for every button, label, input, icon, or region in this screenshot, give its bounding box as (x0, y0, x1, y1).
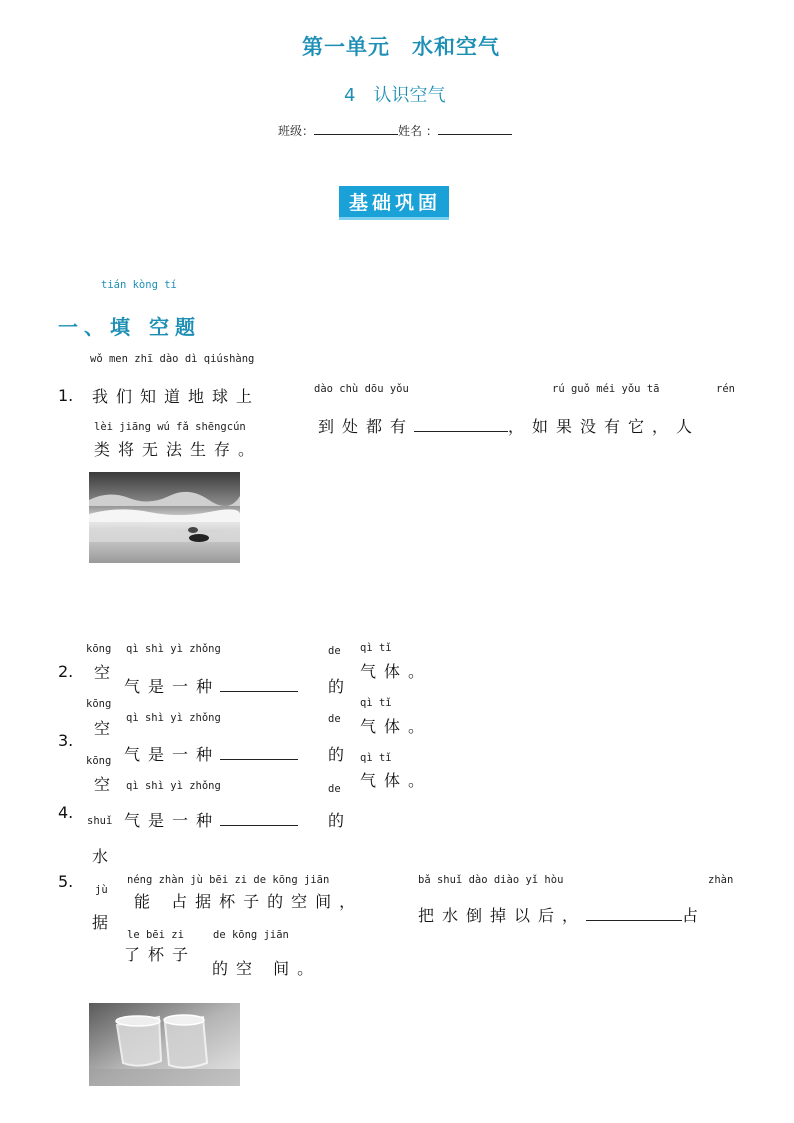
q2-pinyin-mid: qì shì yì zhǒng (126, 643, 221, 655)
q3-text-end: 气体。 (360, 717, 433, 736)
q4-pinyin-de: de (328, 783, 341, 795)
q4-text-end: 气体。 (360, 771, 433, 790)
q3-answer-blank[interactable] (220, 745, 298, 760)
q5-pinyin-c: zhàn (708, 874, 734, 886)
q3-line (124, 742, 298, 765)
q5-text-e: 的空 间。 (212, 959, 322, 978)
q5-char-ju: 据 (92, 913, 117, 932)
q5-text-b: 把水倒掉以后， (418, 906, 587, 925)
page-title: 第一单元 水和空气 (302, 35, 500, 59)
q2-pinyin-de: de (328, 645, 341, 657)
q5-pinyin-d: le bēi zi (127, 929, 184, 941)
q2-text-mid: 气是一种 (124, 677, 221, 696)
q4-pinyin-shui: shuǐ (87, 815, 113, 827)
q3-char-kong: 空 (94, 719, 119, 738)
q3-pinyin-de: de (328, 713, 341, 725)
q5-line-a (134, 889, 363, 912)
q4-char-shui: 水 (92, 847, 117, 866)
q5-text-a: 能 占据杯子的空间 (134, 892, 340, 911)
section-pinyin: tián kòng tí (101, 279, 177, 291)
student-info-line (278, 122, 512, 139)
q1-pinyin-b: dào chù dōu yǒu (314, 383, 409, 395)
q5-answer-blank[interactable] (586, 906, 682, 921)
q5-line-b (418, 903, 706, 926)
q2-char-kong: 空 (94, 663, 119, 682)
q2-pinyin-kong: kōng (86, 643, 112, 655)
q3-pinyin-end: qì tǐ (360, 697, 392, 709)
q4-char-de: 的 (328, 811, 353, 830)
q1-text-a: 我们知道地球上 (92, 387, 261, 406)
q5-text-d: 了杯子 (124, 945, 197, 964)
q1-answer-blank[interactable] (414, 417, 508, 432)
q1-pinyin-d: rén (716, 383, 735, 395)
q5-pinyin-b: bǎ shuǐ dào diào yǐ hòu (418, 874, 564, 886)
lesson-title: 4 认识空气 (344, 85, 446, 106)
glass-cups-photo (89, 1003, 240, 1086)
q5-pinyin-a: néng zhàn jù bēi zi de kōng jiān (127, 874, 330, 886)
q1-pinyin-a: wǒ men zhī dào dì qiúshàng (90, 353, 255, 365)
name-field[interactable] (438, 122, 512, 135)
q5-pinyin-ju: jù (95, 884, 108, 896)
q4-number: 4. (58, 803, 74, 822)
q2-line (124, 674, 298, 697)
q3-pinyin-kong: kōng (86, 698, 112, 710)
q4-text-mid: 气是一种 (124, 811, 221, 830)
q5-comma: ， (339, 892, 364, 911)
q1-text-d: 人 (676, 417, 701, 436)
section-badge: 基础巩固 (339, 186, 449, 220)
lake-clouds-photo (89, 472, 240, 563)
q5-pinyin-e: de kōng jiān (213, 929, 289, 941)
q5-text-c: 占 (682, 906, 707, 925)
q1-pinyin-c: rú guǒ méi yǒu tā (552, 383, 660, 395)
q1-text-e: 类将无法生存。 (94, 440, 263, 459)
q1-pinyin-e: lèi jiāng wú fǎ shēngcún (94, 421, 246, 433)
q4-pinyin-mid: qì shì yì zhǒng (126, 780, 221, 792)
q1-text-c: ，如果没有它， (508, 417, 677, 436)
class-field[interactable] (314, 122, 398, 135)
q2-char-de: 的 (328, 677, 353, 696)
q4-line (124, 808, 298, 831)
q2-number: 2. (58, 662, 74, 681)
q4-answer-blank[interactable] (220, 811, 298, 826)
section-title: 一、填 空题 (58, 315, 201, 339)
q3-char-de: 的 (328, 745, 353, 764)
q4-pinyin-kong: kōng (86, 755, 112, 767)
q5-number: 5. (58, 872, 74, 891)
q2-answer-blank[interactable] (220, 677, 298, 692)
q2-pinyin-end: qì tǐ (360, 642, 392, 654)
q1-line-b (318, 414, 700, 437)
q4-pinyin-end: qì tǐ (360, 752, 392, 764)
name-label: 姓名 ： (398, 124, 438, 138)
q4-char-kong: 空 (94, 775, 119, 794)
q1-text-b: 到处都有 (318, 417, 415, 436)
class-label: 班级： (278, 124, 315, 138)
q1-number: 1. (58, 386, 74, 405)
q3-pinyin-mid: qì shì yì zhǒng (126, 712, 221, 724)
q3-number: 3. (58, 731, 74, 750)
q3-text-mid: 气是一种 (124, 745, 221, 764)
q2-text-end: 气体。 (360, 662, 433, 681)
